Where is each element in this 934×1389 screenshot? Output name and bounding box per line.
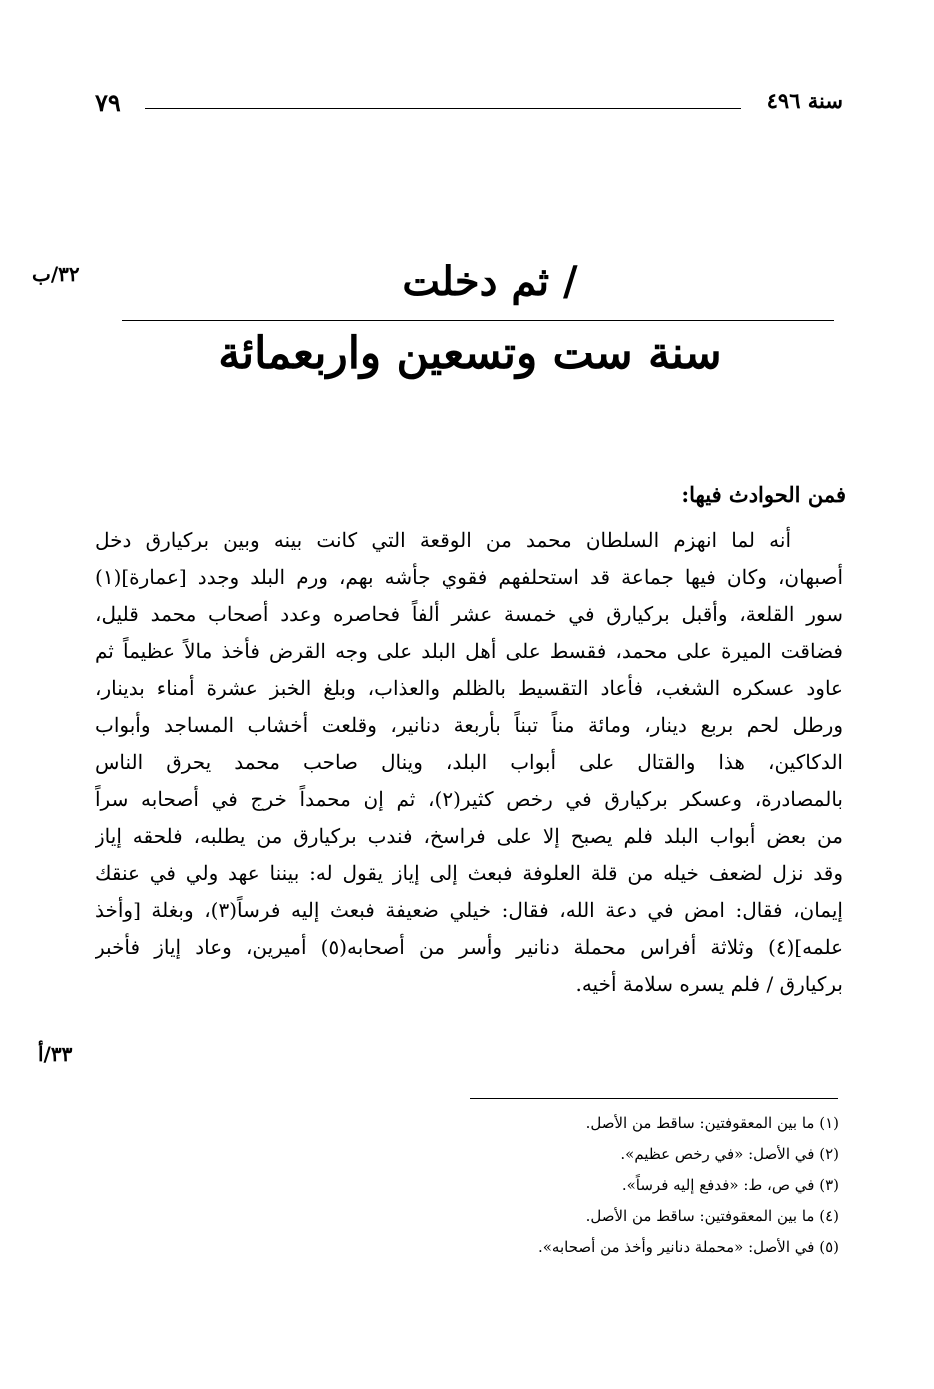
body-line: ورطل لحم بربع دينار، ومائة مناً تبناً بأربعة دنانير، وقلعت أخشاب المساجد وأبواب (95, 713, 843, 737)
running-header (95, 88, 843, 122)
body-line: أصبهان، وكان فيها جماعة قد استحلفهم فقوي جأشه بهم، ورم البلد وجدد [عمارة](١) (95, 565, 843, 589)
margin-note-folio-bottom: ٣٣/أ (38, 1042, 73, 1066)
running-header-year: سنة ٤٩٦ (766, 88, 843, 113)
body-line: سور القلعة، وأقبل بركيارق في خمسة عشر ألفاً فحاصره وعدد أصحاب محمد قليل، (95, 602, 843, 626)
footnote-item: (٥) في الأصل: «محملة دنانير وأخذ من أصحابه». (537, 1238, 839, 1256)
footnote-rule (470, 1098, 838, 1099)
footnote-item: (١) ما بين المعقوفتين: ساقط من الأصل. (585, 1114, 839, 1132)
body-line: بالمصادرة، وعسكر بركيارق في رخص كثير(٢)، ثم إن محمداً خرج في أصحابه سراً (95, 787, 843, 811)
page-number: ٧٩ (95, 88, 121, 117)
section-heading: فمن الحوادث فيها: (681, 482, 846, 507)
body-line: وقد نزل لضعف خيله من قلة العلوفة فبعث إلى إياز يقول له: بيننا عهد ولي في عنقك (95, 861, 843, 885)
margin-note-folio-top: ٣٢/ب (32, 262, 80, 286)
chapter-title-line1: / ثم دخلت (402, 258, 578, 305)
body-line: أنه لما انهزم السلطان محمد من الوقعة التي كانت بينه وبين بركيارق دخل (95, 528, 791, 552)
chapter-title-line2: سنة ست وتسعين واربعمائة (218, 328, 722, 379)
body-line: علمه](٤) وثلاثة أفراس محملة دنانير وأسر من أصحابه(٥) أميرين، وعاد إياز فأخبر (95, 935, 843, 959)
body-line: عاود عسكره الشغب، فأعاد التقسيط بالظلم والعذاب، وبلغ الخبز عشرة أمناء بدينار، (95, 676, 843, 700)
footnotes (439, 1108, 839, 1263)
footnote-item: (٢) في الأصل: «في رخص عظيم». (620, 1145, 839, 1163)
footnote-item: (٣) في ص، ط: «فدفع إليه فرساً». (621, 1176, 839, 1194)
footnote-item: (٤) ما بين المعقوفتين: ساقط من الأصل. (585, 1207, 839, 1225)
body-line: الدكاكين، هذا والقتال على أبواب البلد، وينال صاحب محمد يحرق الناس (95, 750, 843, 774)
body-line: من بعض أبواب البلد فلم يصبح إلا على فراسخ، فندب بركيارق من يطلبه، فلحقه إياز (95, 824, 843, 848)
body-line: فضاقت الميرة على محمد، فقسط على أهل البلد على وجه القرض فأخذ مالاً عظيماً ثم (95, 639, 843, 663)
body-line: إيمان، فقال: امض في دعة الله، فقال: خيلي ضعيفة فبعث إليه فرساً(٣)، وبغلة [وأخذ (95, 898, 843, 922)
title-rule (122, 320, 834, 321)
header-rule (145, 108, 741, 109)
body-line: بركيارق / فلم يسره سلامة أخيه. (575, 972, 843, 996)
body-text (95, 522, 843, 1003)
